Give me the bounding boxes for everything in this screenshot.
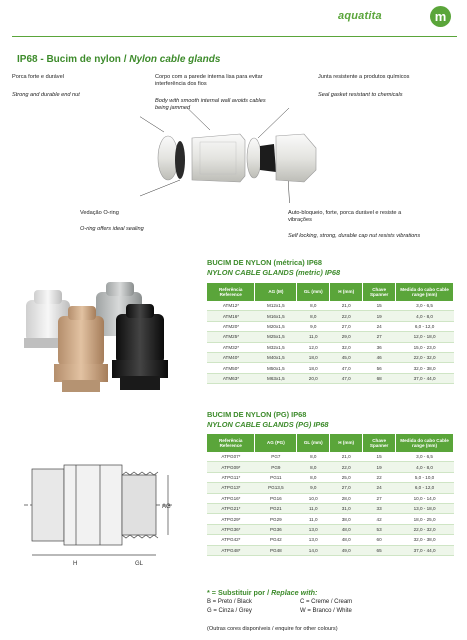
metric-table-title-en: NYLON CABLE GLANDS (metric) IP68 (207, 268, 341, 277)
table-cell: 15,0 - 23,0 (396, 342, 454, 352)
table-cell: ATM25* (207, 332, 255, 342)
table-header-cell: H (mm) (330, 283, 363, 301)
metric-spec-table (207, 283, 454, 384)
table-row (207, 452, 454, 462)
table-cell: ATPG48* (207, 545, 255, 555)
table-cell: ATM32* (207, 342, 255, 352)
table-row (207, 483, 454, 493)
seal-gasket (260, 144, 276, 172)
table-cell: 13,0 (297, 524, 330, 534)
table-cell: M20x1,5 (255, 321, 297, 331)
table-cell: 36 (363, 342, 396, 352)
table-cell: ATM20* (207, 321, 255, 331)
table-cell: 3,0 - 6,5 (396, 452, 454, 462)
callout-oring-pt: Vedação O-ring (80, 210, 119, 216)
table-row (207, 462, 454, 472)
brand-name: aquatita (338, 10, 382, 22)
table-cell: 49,0 (330, 545, 363, 555)
table-cell: 48,0 (330, 535, 363, 545)
callout-oring-en: O-ring offers ideal sealing (80, 226, 144, 232)
table-header-cell: Referência Reference (207, 283, 255, 301)
table-cell: ATPG07* (207, 452, 255, 462)
table-cell: 68 (363, 373, 396, 383)
callout-body-pt-2: interferência dos fios (155, 81, 207, 87)
table-cell: ATPG13* (207, 483, 255, 493)
table-cell: 19 (363, 462, 396, 472)
cap-nut (276, 134, 316, 182)
pg-table-title-en: NYLON CABLE GLANDS (PG) IP68 (207, 420, 329, 429)
legend-note: (Outras cores disponíveis / enquire for other colours) (207, 626, 338, 632)
table-cell: 37,0 - 44,0 (396, 373, 454, 383)
table-cell: PG11 (255, 472, 297, 482)
table-cell: 47,0 (330, 363, 363, 373)
table-cell: 22,0 (330, 311, 363, 321)
table-header-cell: H (mm) (330, 434, 363, 452)
legend-grey: G = Cinza / Grey (207, 608, 252, 614)
table-row (207, 342, 454, 352)
table-cell: 27,0 (330, 483, 363, 493)
callout-seal-pt: Junta resistente a produtos químicos (318, 74, 410, 80)
table-cell: 22,0 - 32,0 (396, 352, 454, 362)
table-cell: 8,0 (297, 311, 330, 321)
locknut-ring (158, 136, 178, 180)
page-title-pt: IP68 - Bucim de nylon / (17, 54, 130, 65)
table-header-cell: Medida do cabo Cable range (mm) (396, 283, 454, 301)
table-cell: 11,0 (297, 503, 330, 513)
table-cell: M16x1,5 (255, 311, 297, 321)
table-cell: 65 (363, 545, 396, 555)
table-cell: 4,0 - 8,0 (396, 311, 454, 321)
table-row (207, 373, 454, 383)
table-cell: ATM16* (207, 311, 255, 321)
clamp-fingers (247, 138, 261, 178)
callout-lock-pt-1: Auto-bloqueio, forte, porca durável e resiste a (288, 210, 402, 216)
table-cell: PG9 (255, 462, 297, 472)
table-cell: 13,0 (297, 535, 330, 545)
table-cell: 8,0 (297, 452, 330, 462)
table-header-cell: Chave Spanner (363, 283, 396, 301)
legend-title-pt: * = Substituir por / (207, 588, 272, 597)
table-cell: ATPG16* (207, 493, 255, 503)
pg-table-title-pt: BUCIM DE NYLON (PG) IP68 (207, 410, 307, 419)
table-cell: 21,0 (330, 452, 363, 462)
table-cell: ATPG11* (207, 472, 255, 482)
table-cell: 20,0 (297, 373, 330, 383)
table-cell: 48,0 (330, 524, 363, 534)
table-cell: 21,0 (330, 301, 363, 311)
table-cell: 45,0 (330, 352, 363, 362)
table-cell: 9,0 (297, 321, 330, 331)
table-cell: PG21 (255, 503, 297, 513)
table-row (207, 472, 454, 482)
cream-gland (54, 306, 108, 392)
table-cell: PG36 (255, 524, 297, 534)
table-row (207, 363, 454, 373)
table-cell: ATM50* (207, 363, 255, 373)
table-cell: 60 (363, 535, 396, 545)
table-cell: 4,0 - 8,0 (396, 462, 454, 472)
table-cell: 31,0 (330, 503, 363, 513)
page-title (17, 54, 220, 65)
table-cell: 32,0 (330, 342, 363, 352)
technical-drawing (18, 445, 178, 575)
table-cell: 46 (363, 352, 396, 362)
legend-cream: C = Creme / Cream (300, 599, 353, 605)
header-divider (12, 36, 457, 37)
table-row (207, 301, 454, 311)
table-header-cell: Referência Reference (207, 434, 255, 452)
table-cell: PG7 (255, 452, 297, 462)
table-cell: 18,0 (297, 352, 330, 362)
table-header-row (207, 434, 454, 452)
table-cell: PG42 (255, 535, 297, 545)
dim-label-h: H (73, 561, 78, 567)
table-cell: 29,0 (330, 332, 363, 342)
table-cell: 24 (363, 321, 396, 331)
table-row (207, 545, 454, 555)
table-cell: ATPG09* (207, 462, 255, 472)
table-row (207, 524, 454, 534)
table-cell: 8,0 (297, 472, 330, 482)
table-cell: ATPG21* (207, 503, 255, 513)
table-cell: 15 (363, 301, 396, 311)
legend-title-en: Replace with: (271, 588, 318, 597)
o-ring (175, 141, 185, 179)
metric-table-title-pt: BUCIM DE NYLON (métrica) IP68 (207, 258, 322, 267)
callout-body-en-2: being jammed (155, 105, 191, 111)
table-cell: M12x1,5 (255, 301, 297, 311)
table-cell: 25,0 (330, 472, 363, 482)
table-cell: 53 (363, 524, 396, 534)
callout-seal-en: Seal gasket resistant to chemicals (318, 92, 403, 98)
dim-label-gl: GL (135, 561, 144, 567)
table-cell: 32,0 - 38,0 (396, 363, 454, 373)
table-header-cell: GL (mm) (297, 434, 330, 452)
table-cell: PG29 (255, 514, 297, 524)
table-cell: 28,0 (330, 493, 363, 503)
table-cell: 3,0 - 6,5 (396, 301, 454, 311)
table-cell: 15 (363, 452, 396, 462)
table-row (207, 311, 454, 321)
callout-body-pt-1: Corpo com a parede interna lisa para evitar (155, 74, 263, 80)
table-cell: M50x1,5 (255, 363, 297, 373)
table-cell: 27,0 (330, 321, 363, 331)
coloured-glands-photo (24, 280, 179, 395)
table-cell: 22,0 - 32,0 (396, 524, 454, 534)
table-cell: ATPG36* (207, 524, 255, 534)
table-cell: 27 (363, 332, 396, 342)
table-cell: 11,0 (297, 332, 330, 342)
table-cell: 19 (363, 311, 396, 321)
callout-body-en-1: Body with smooth internal wall avoids cables (155, 98, 266, 104)
table-header-cell: AG (PG) (255, 434, 297, 452)
table-cell: 10,0 - 14,0 (396, 493, 454, 503)
callout-lock-pt-2: vibrações (288, 217, 312, 223)
dim-label-ag: AG (162, 504, 171, 510)
brand-logo-icon: m (430, 6, 451, 27)
table-cell: PG16 (255, 493, 297, 503)
callout-lock-en: Self locking, strong, durable cap nut resists vibrations (288, 233, 421, 239)
table-cell: 9,0 (297, 483, 330, 493)
table-cell: M40x1,5 (255, 352, 297, 362)
table-cell: 37,0 - 44,0 (396, 545, 454, 555)
table-cell: 12,0 (297, 342, 330, 352)
table-cell: 12,0 - 18,0 (396, 332, 454, 342)
table-row (207, 332, 454, 342)
table-cell: 6,0 - 12,0 (396, 321, 454, 331)
table-header-cell: Chave Spanner (363, 434, 396, 452)
table-cell: 11,0 (297, 514, 330, 524)
table-header-cell: GL (mm) (297, 283, 330, 301)
exploded-gland-illustration (140, 108, 340, 203)
table-cell: M25x1,5 (255, 332, 297, 342)
page-title-en: Nylon cable glands (129, 54, 221, 65)
table-header-cell: AG (M) (255, 283, 297, 301)
table-cell: PG48 (255, 545, 297, 555)
table-row (207, 535, 454, 545)
table-cell: 13,0 - 18,0 (396, 503, 454, 513)
table-cell: 18,0 (297, 363, 330, 373)
table-cell: 10,0 (297, 493, 330, 503)
table-row (207, 503, 454, 513)
legend-title (207, 588, 317, 597)
pg-spec-table (207, 434, 454, 556)
table-cell: 18,0 - 25,0 (396, 514, 454, 524)
legend-white: W = Branco / White (300, 608, 352, 614)
table-cell: 6,0 - 12,0 (396, 483, 454, 493)
table-row (207, 493, 454, 503)
table-row (207, 321, 454, 331)
table-cell: ATPG29* (207, 514, 255, 524)
table-cell: 22,0 (330, 462, 363, 472)
table-cell: ATM40* (207, 352, 255, 362)
table-row (207, 514, 454, 524)
legend-black: B = Preto / Black (207, 599, 252, 605)
table-cell: 8,0 (297, 301, 330, 311)
table-cell: 38,0 (330, 514, 363, 524)
table-cell: 22 (363, 472, 396, 482)
table-cell: ATM12* (207, 301, 255, 311)
table-cell: ATM63* (207, 373, 255, 383)
table-cell: 47,0 (330, 373, 363, 383)
table-header-cell: Medida do cabo Cable range (mm) (396, 434, 454, 452)
table-cell: M32x1,5 (255, 342, 297, 352)
table-cell: 56 (363, 363, 396, 373)
table-cell: 5,0 - 10,0 (396, 472, 454, 482)
callout-nut-pt: Porca forte e durável (12, 74, 64, 80)
table-cell: 24 (363, 483, 396, 493)
table-cell: M63x1,5 (255, 373, 297, 383)
table-row (207, 352, 454, 362)
table-cell: PG13,5 (255, 483, 297, 493)
table-cell: 8,0 (297, 462, 330, 472)
table-cell: 27 (363, 493, 396, 503)
table-cell: 14,0 (297, 545, 330, 555)
table-cell: ATPG42* (207, 535, 255, 545)
callout-nut-en: Strong and durable end nut (12, 92, 80, 98)
table-cell: 42 (363, 514, 396, 524)
table-cell: 32,0 - 38,0 (396, 535, 454, 545)
table-cell: 33 (363, 503, 396, 513)
table-header-row (207, 283, 454, 301)
black-gland (112, 304, 168, 390)
